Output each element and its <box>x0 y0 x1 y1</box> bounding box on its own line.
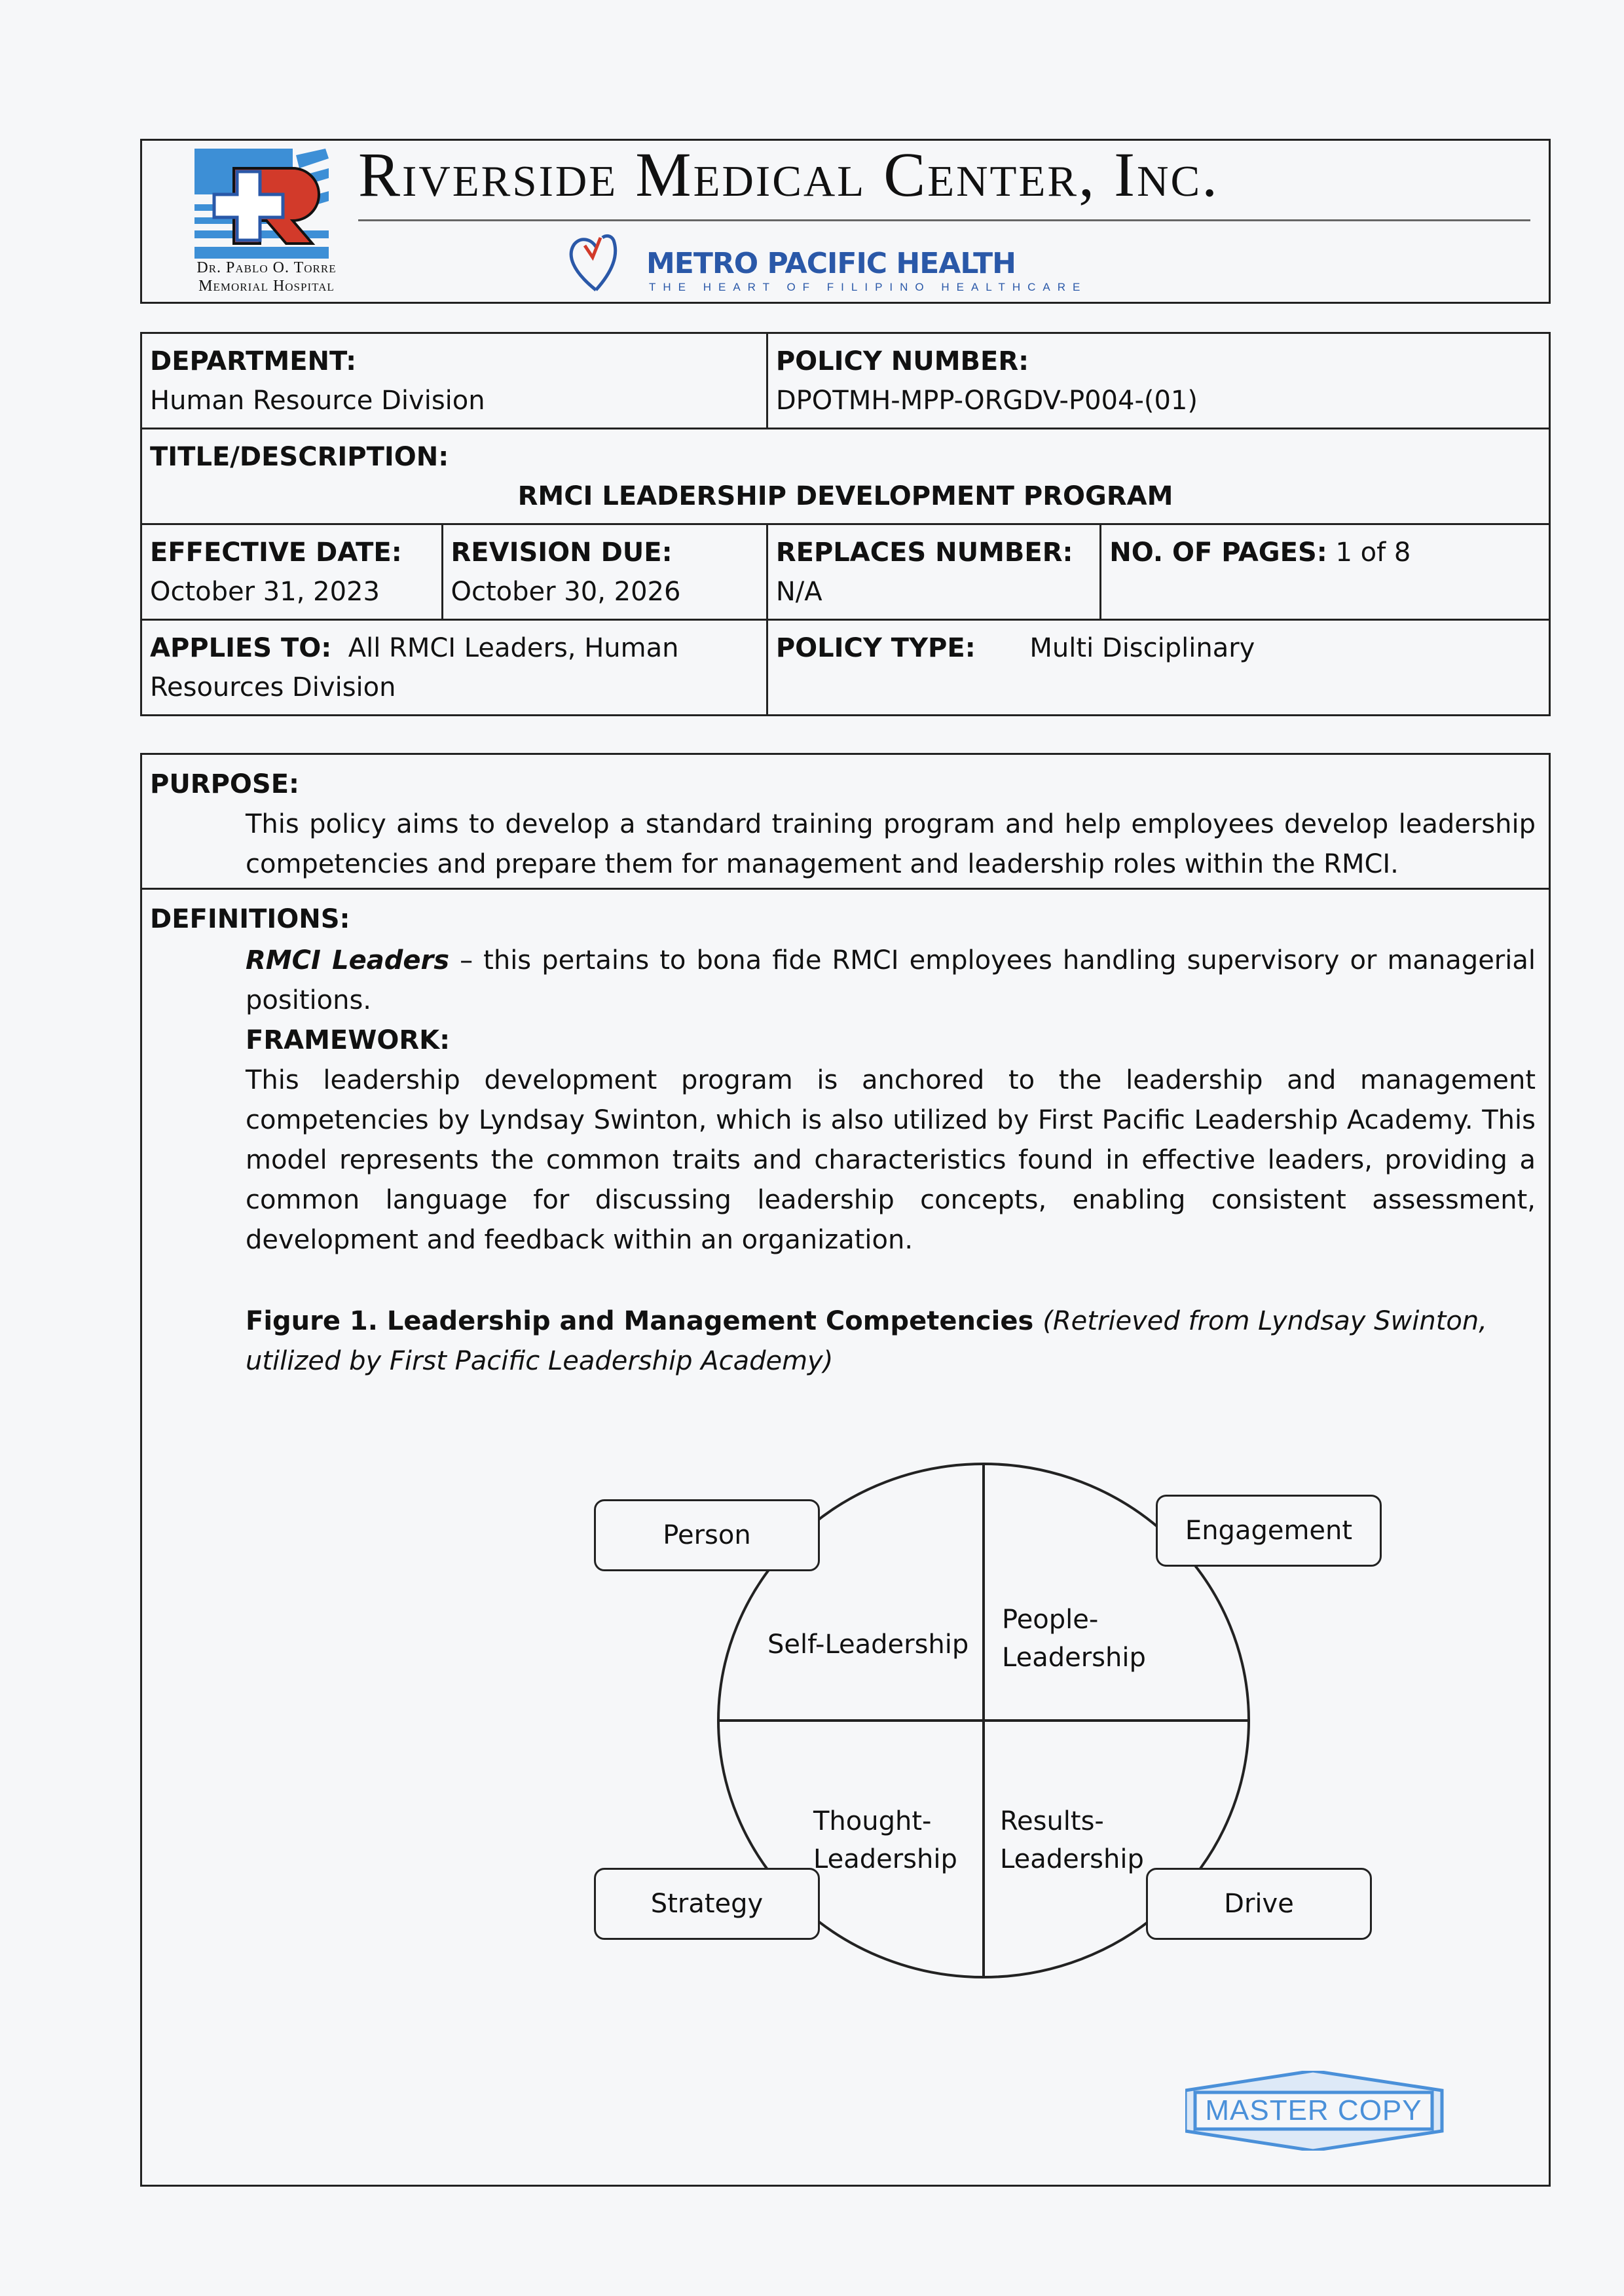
stamp-text: MASTER COPY <box>1205 2094 1422 2126</box>
department-label: DEPARTMENT: <box>150 346 357 376</box>
definitions-heading: DEFINITIONS: <box>150 904 350 934</box>
effective-date-label: EFFECTIVE DATE: <box>150 538 402 568</box>
figure-caption <box>246 1302 1536 1381</box>
quadrant-results-line2: Leadership <box>1000 1844 1144 1874</box>
department-cell <box>141 333 767 429</box>
policy-info-table <box>140 332 1551 716</box>
corner-person: Person <box>594 1499 820 1571</box>
revision-due-value: October 30, 2026 <box>451 577 681 607</box>
department-value: Human Resource Division <box>150 386 485 416</box>
logo-caption <box>168 259 365 295</box>
partner-tagline: THE HEART OF FILIPINO HEALTHCARE <box>649 281 1088 293</box>
pages-value: 1 of 8 <box>1335 538 1411 568</box>
applies-to-cell <box>141 620 767 716</box>
org-name: Riverside Medical Center, Inc. <box>358 139 1220 210</box>
policy-type-label: POLICY TYPE: <box>775 633 976 663</box>
purpose-text: This policy aims to develop a standard training program and help employees develop leadership competencies and prepare them for management and leadership roles within the RMCI. <box>246 809 1536 879</box>
purpose-section <box>142 755 1549 890</box>
letterhead <box>140 139 1551 304</box>
purpose-heading: PURPOSE: <box>150 769 300 799</box>
definition-term: RMCI Leaders <box>246 945 450 975</box>
quadrant-self-leadership: Self-Leadership <box>767 1630 969 1660</box>
applies-to-value: All RMCI Leaders, Human Resources Division <box>150 633 679 702</box>
quadrant-results-line1: Results- <box>1000 1806 1104 1836</box>
quadrant-people-line1: People- <box>1002 1605 1099 1635</box>
competency-circle-icon <box>453 1436 1265 1999</box>
policy-body <box>140 753 1551 2187</box>
applies-to-label: APPLIES TO: <box>150 633 332 663</box>
quadrant-people-leadership <box>1002 1601 1146 1677</box>
figure-caption-title: Figure 1. Leadership and Management Competencies <box>246 1306 1043 1336</box>
replaces-number-value: N/A <box>775 577 822 607</box>
heart-logo-icon <box>566 232 625 291</box>
framework-text: This leadership development program is anchored to the leadership and management competencies by Lyndsay Swinton, which is also utilized by First Pacific Leadership Academy. This model represents the common traits and characteristics found in effective leaders, providing a common language for discussing leadership concepts, enabling consistent assessment, development and feedback within an organization. <box>246 1065 1536 1255</box>
title-cell <box>141 429 1550 524</box>
logo-caption-line2: Memorial Hospital <box>198 278 335 295</box>
title-label: TITLE/DESCRIPTION: <box>150 442 449 472</box>
policy-type-value: Multi Disciplinary <box>1029 633 1255 663</box>
policy-type-cell <box>767 620 1549 716</box>
competency-diagram <box>453 1436 1353 1999</box>
policy-number-cell <box>767 333 1549 429</box>
replaces-number-cell <box>767 524 1100 620</box>
pages-cell <box>1101 524 1550 620</box>
effective-date-value: October 31, 2023 <box>150 577 380 607</box>
hospital-logo-icon <box>194 149 332 266</box>
revision-due-label: REVISION DUE: <box>451 538 673 568</box>
definition-text: – this pertains to bona fide RMCI employees handling supervisory or managerial positions. <box>246 945 1536 1015</box>
corner-strategy: Strategy <box>594 1868 820 1940</box>
definition-rmci-leaders <box>246 941 1536 1021</box>
quadrant-thought-leadership <box>813 1802 957 1878</box>
policy-number-label: POLICY NUMBER: <box>775 346 1029 376</box>
figure-caption-source: (Retrieved from Lyndsay Swinton, utilized by First Pacific Leadership Academy) <box>246 1306 1487 1376</box>
policy-number-value: DPOTMH-MPP-ORGDV-P004-(01) <box>775 386 1198 416</box>
quadrant-people-line2: Leadership <box>1002 1643 1146 1673</box>
title-value: RMCI LEADERSHIP DEVELOPMENT PROGRAM <box>517 481 1173 511</box>
logo-caption-line1: Dr. Pablo O. Torre <box>196 259 337 276</box>
replaces-number-label: REPLACES NUMBER: <box>775 538 1073 568</box>
partner-name: METRO PACIFIC HEALTH <box>646 247 1016 280</box>
framework-heading: FRAMEWORK: <box>246 1025 451 1055</box>
pages-label: NO. OF PAGES: <box>1109 538 1327 568</box>
revision-due-cell <box>442 524 767 620</box>
master-copy-stamp <box>1185 2071 1445 2151</box>
quadrant-thought-line2: Leadership <box>813 1844 957 1874</box>
quadrant-results-leadership <box>1000 1802 1144 1878</box>
quadrant-thought-line1: Thought- <box>813 1806 932 1836</box>
effective-date-cell <box>141 524 443 620</box>
header-divider <box>358 219 1530 221</box>
corner-drive: Drive <box>1146 1868 1372 1940</box>
corner-engagement: Engagement <box>1156 1495 1382 1567</box>
